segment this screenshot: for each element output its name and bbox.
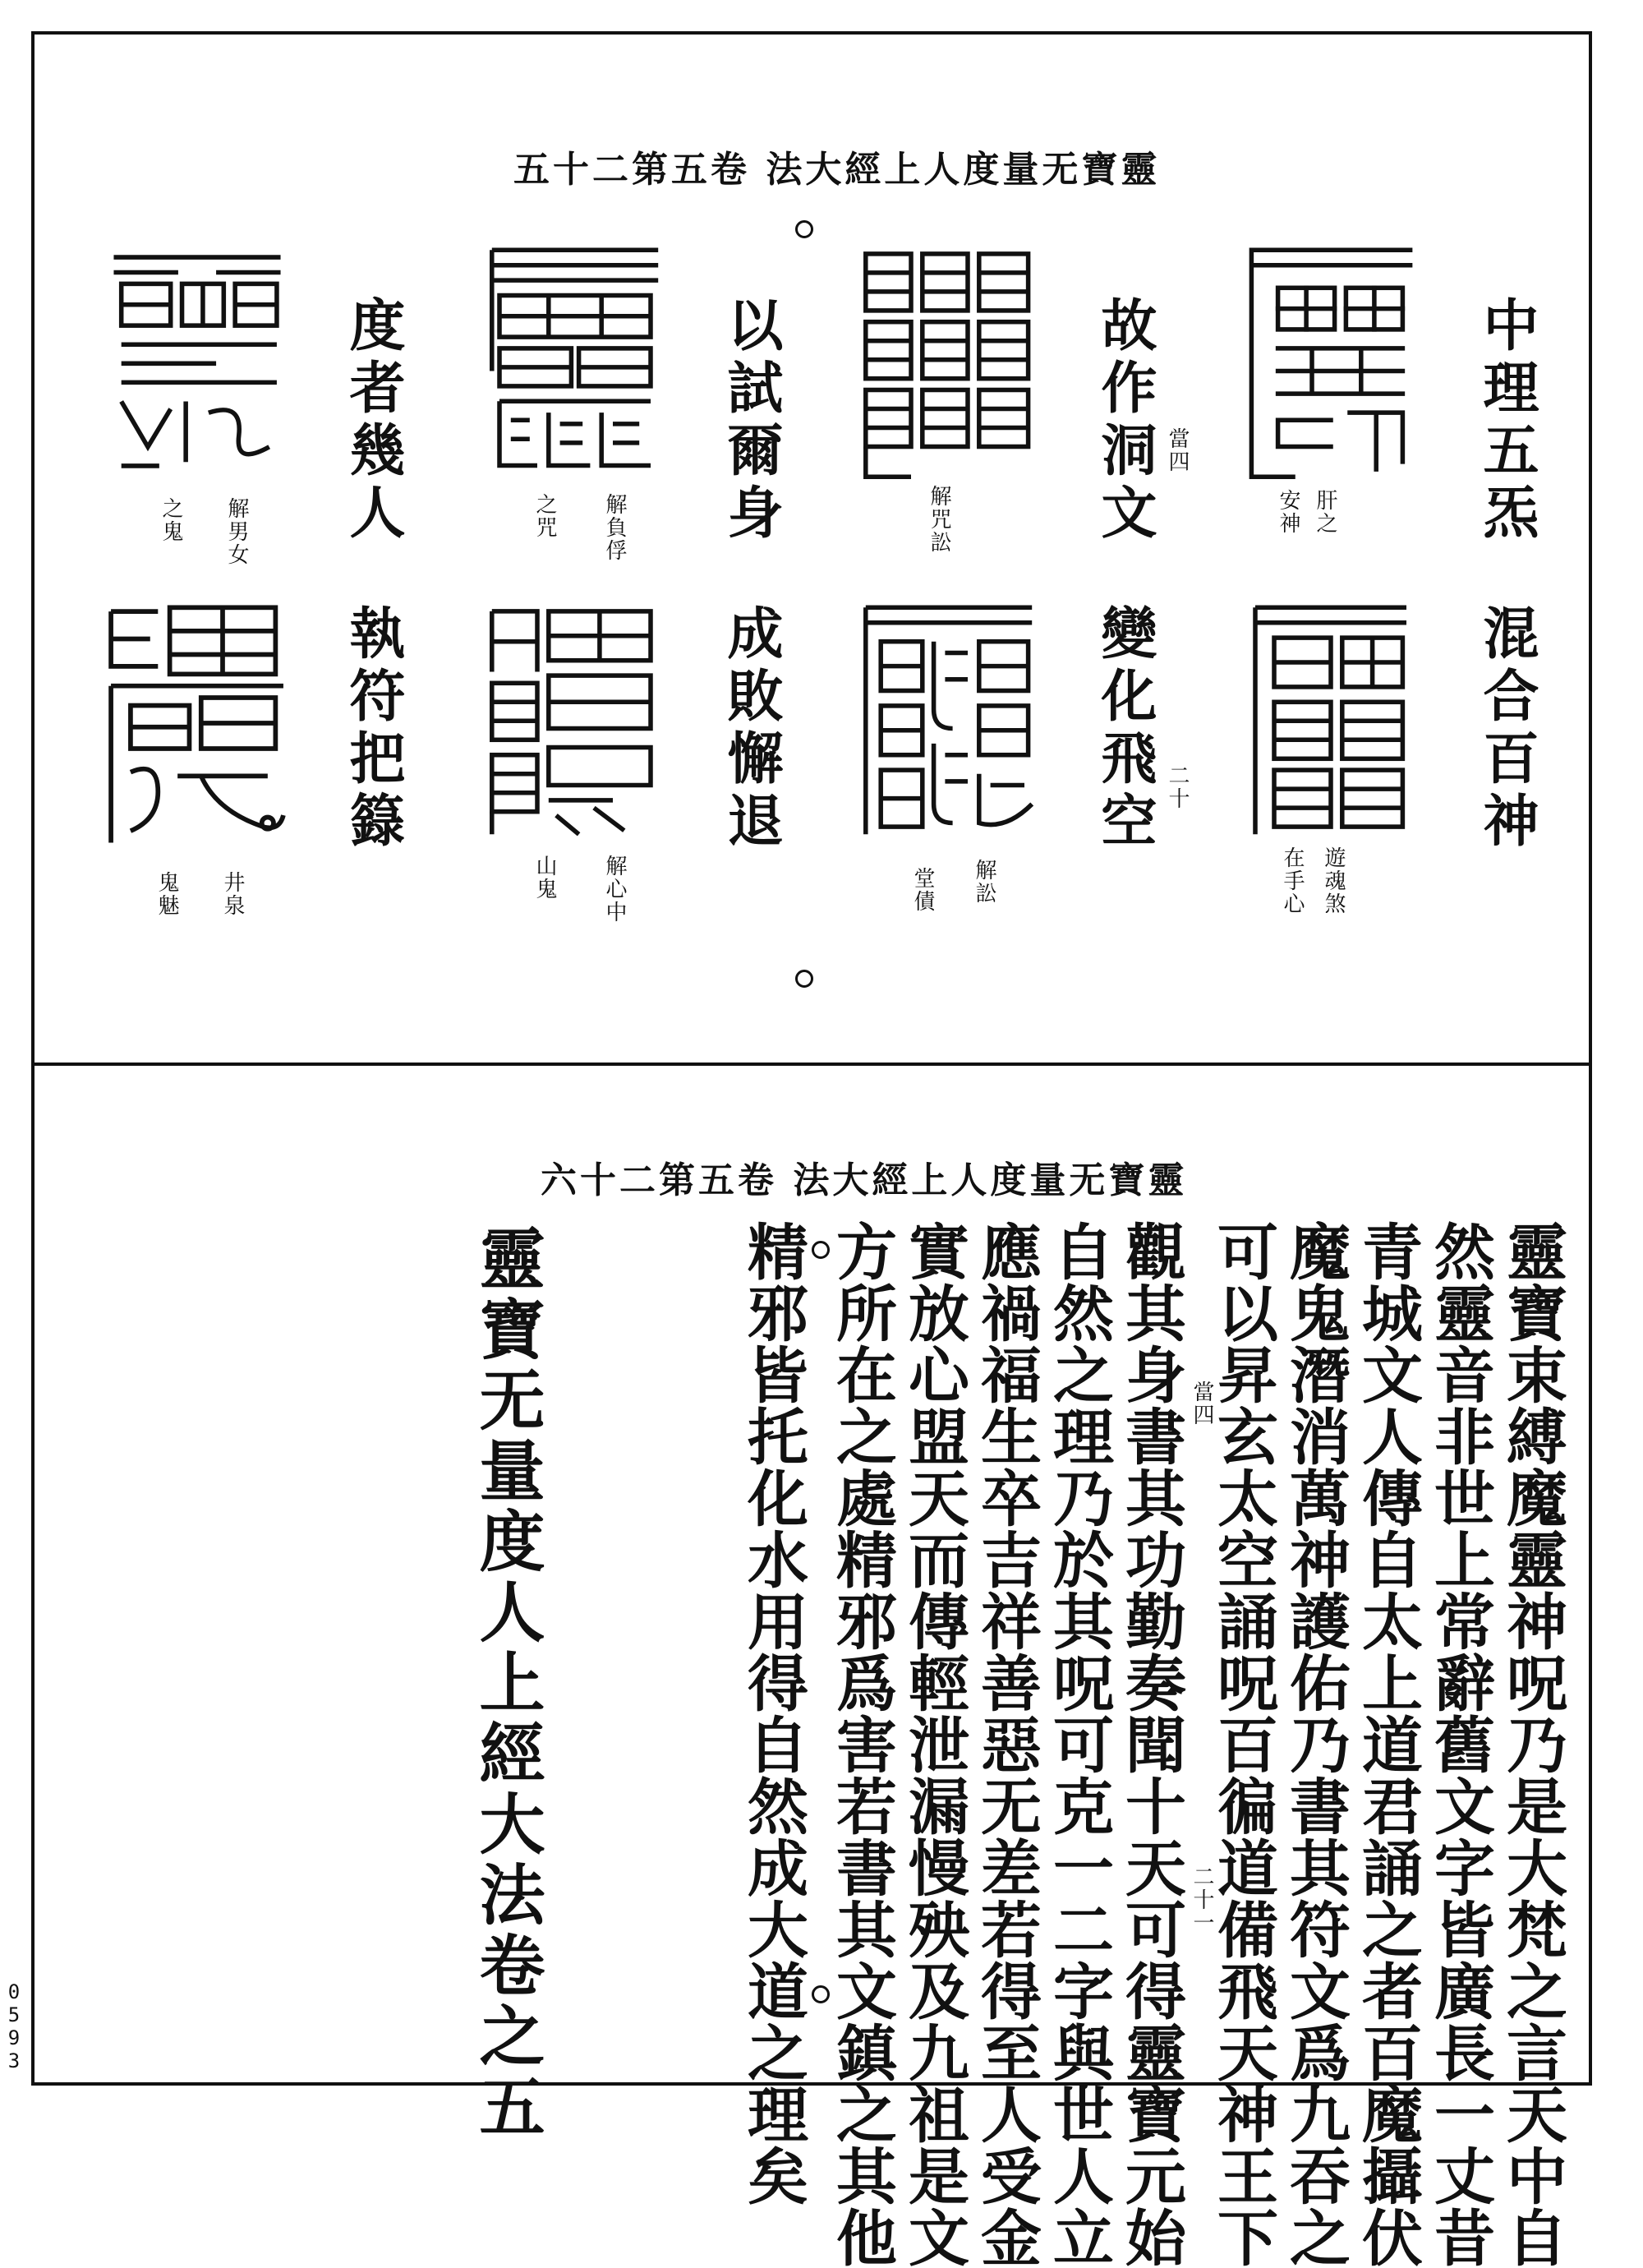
page-number: 0593 bbox=[2, 1980, 25, 2072]
text-column: 然靈音非世上常辭舊文字皆廣長一丈昔 bbox=[1424, 1220, 1495, 2268]
end-title: 靈寶无量度人上經大法卷之五 bbox=[468, 1224, 545, 2143]
talisman-2 bbox=[1236, 596, 1425, 842]
note: 堂債 bbox=[910, 867, 935, 913]
upper-bottom-ring bbox=[795, 970, 813, 988]
talisman-1 bbox=[1236, 238, 1425, 485]
note: 解心中 bbox=[602, 855, 627, 924]
text-column: 青城文人傳自太上道君誦之者百魔攝伏 bbox=[1352, 1220, 1423, 2268]
talisman-5 bbox=[481, 238, 670, 485]
caption-hunhe: 混合百神 bbox=[1474, 604, 1539, 854]
note: 解負俘 bbox=[602, 493, 627, 562]
note: 解咒訟 bbox=[927, 485, 951, 554]
text-column: 可以昇玄太空誦呪百徧道備飛天神王下 bbox=[1208, 1220, 1278, 2268]
note: 解訟 bbox=[972, 859, 996, 905]
talisman-4 bbox=[854, 596, 1043, 842]
text-column: 方所在之處精邪爲害若書其文鎮之其他 bbox=[826, 1220, 897, 2268]
note: 井泉 bbox=[220, 871, 245, 917]
talisman-3 bbox=[854, 238, 1043, 485]
note: 肝之 bbox=[1313, 489, 1337, 535]
note: 安神 bbox=[1276, 489, 1300, 535]
caption-chengbai: 成敗懈退 bbox=[718, 604, 784, 854]
text-column: 魔鬼潛消萬神護佑乃書其符文爲九吞之 bbox=[1280, 1220, 1351, 2268]
caption-bianhua: 變化飛空 bbox=[1092, 604, 1157, 854]
text-column: 實放心盟天而傳輕泄漏慢殃及九祖是文 bbox=[899, 1220, 969, 2268]
upper-top-ring bbox=[795, 220, 813, 238]
note: 之咒 bbox=[532, 493, 557, 539]
caption-guzuo: 故作洞文 bbox=[1092, 296, 1157, 546]
caption-zhongli: 中理五炁 bbox=[1474, 296, 1539, 546]
note: 鬼魅 bbox=[154, 871, 179, 917]
margin-note: 當四 bbox=[1190, 1381, 1214, 1427]
note: 之鬼 bbox=[159, 497, 183, 543]
upper-header: 五十二第五卷 法大經上人度量无寶靈 bbox=[513, 149, 1161, 191]
text-column: 精邪皆托化水用得自然成大道之理矣 bbox=[738, 1220, 808, 2206]
caption-zhifu: 執符把籙 bbox=[340, 604, 406, 854]
note: 在手心 bbox=[1280, 846, 1305, 915]
talisman-8 bbox=[99, 596, 296, 850]
lower-header: 六十二第五卷 法大經上人度量无寶靈 bbox=[541, 1159, 1188, 1201]
caption-duzhe: 度者幾人 bbox=[340, 296, 406, 546]
text-column: 觀其身書其功勤奏聞十天可得靈寶元始 bbox=[1116, 1220, 1186, 2268]
talisman-7 bbox=[99, 238, 296, 485]
note: 山鬼 bbox=[532, 855, 557, 901]
text-column: 自然之理乃於其呪可克一二字與世人立 bbox=[1043, 1220, 1114, 2268]
note: 遊魂煞 bbox=[1321, 846, 1346, 915]
caption-yishi: 以試爾身 bbox=[718, 296, 784, 546]
text-column: 應禍福生卒吉祥善惡无差若得至人受金 bbox=[971, 1220, 1042, 2268]
text-column: 靈寶束縛魔靈神呪乃是大梵之言天中自 bbox=[1497, 1220, 1567, 2268]
margin-note: 二十一 bbox=[1190, 1865, 1214, 1934]
note: 解男女 bbox=[224, 497, 249, 566]
panel-divider bbox=[31, 1063, 1592, 1066]
note: 當四 bbox=[1165, 427, 1190, 473]
talisman-6 bbox=[481, 596, 670, 842]
note: 二十 bbox=[1165, 764, 1190, 810]
